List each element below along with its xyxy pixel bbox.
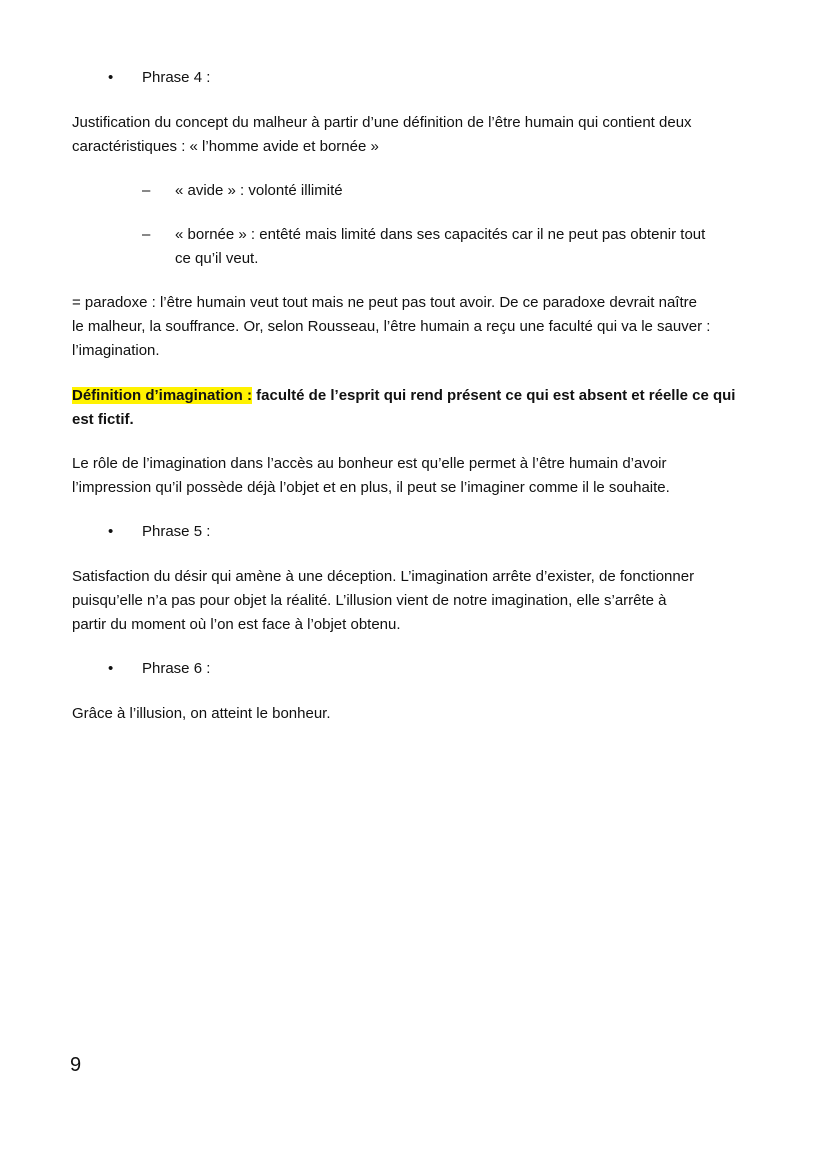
role-paragraph	[72, 452, 758, 500]
phrase-5-paragraph	[72, 565, 758, 637]
definition-paragraph	[72, 384, 758, 432]
dash-item-avide	[142, 179, 758, 203]
role-line-1: Le rôle de l’imagination dans l’accès au bonheur est qu’elle permet à l’être humain d’avoir	[72, 455, 667, 472]
bullet-icon: •	[108, 523, 114, 540]
justification-paragraph	[72, 111, 758, 159]
definition-term-highlight: Définition d’imagination :	[72, 387, 252, 404]
dash-item-line-1: « bornée » : entêté mais limité dans ses capacités car il ne peut pas obtenir tout	[175, 226, 706, 243]
phrase-6-label: Phrase 6 :	[142, 660, 211, 677]
definition-text: faculté de l’esprit qui rend présent ce qui est absent et réelle ce qui	[252, 387, 736, 404]
phrase-5-line-1: Satisfaction du désir qui amène à une déception. L’imagination arrête d’exister, de fonctionner	[72, 568, 695, 585]
justification-line-1: Justification du concept du malheur à partir d’une définition de l’être humain qui contient deux	[72, 114, 692, 131]
role-line-2: l’impression qu’il possède déjà l’objet et en plus, il peut se l’imaginer comme il le souhaite.	[72, 479, 670, 496]
phrase-5-label: Phrase 5 :	[142, 523, 211, 540]
bullet-icon: •	[108, 660, 114, 677]
paradox-line-1: = paradoxe : l’être humain veut tout mais ne peut pas tout avoir. De ce paradoxe devrait naître	[72, 294, 697, 311]
bullet-phrase-6	[108, 657, 210, 681]
dash-mark: –	[142, 182, 151, 199]
bullet-phrase-5	[108, 520, 210, 544]
dash-item-text: « avide » : volonté illimité	[175, 182, 343, 199]
dash-item-text	[175, 223, 758, 271]
dash-mark: –	[142, 226, 151, 243]
page-number: 9	[70, 1054, 82, 1076]
bullet-icon: •	[108, 69, 114, 86]
phrase-6-line-1: Grâce à l’illusion, on atteint le bonheur.	[72, 705, 331, 722]
dash-item-bornee	[142, 223, 758, 271]
justification-line-2: caractéristiques : « l’homme avide et bornée »	[72, 138, 379, 155]
phrase-5-line-2: puisqu’elle n’a pas pour objet la réalité. L’illusion vient de notre imagination, elle s’arrête à	[72, 592, 667, 609]
paradox-line-3: l’imagination.	[72, 342, 160, 359]
definition-line-1	[72, 384, 758, 408]
phrase-4-label: Phrase 4 :	[142, 69, 211, 86]
dash-item-line-2: ce qu’il veut.	[175, 250, 259, 267]
paradox-paragraph	[72, 291, 758, 363]
definition-line-2: est fictif.	[72, 411, 134, 428]
paradox-line-2: le malheur, la souffrance. Or, selon Rousseau, l’être humain a reçu une faculté qui va le sauver :	[72, 318, 711, 335]
phrase-5-line-3: partir du moment où l’on est face à l’objet obtenu.	[72, 616, 401, 633]
bullet-phrase-4	[108, 66, 210, 90]
phrase-6-paragraph	[72, 702, 758, 726]
